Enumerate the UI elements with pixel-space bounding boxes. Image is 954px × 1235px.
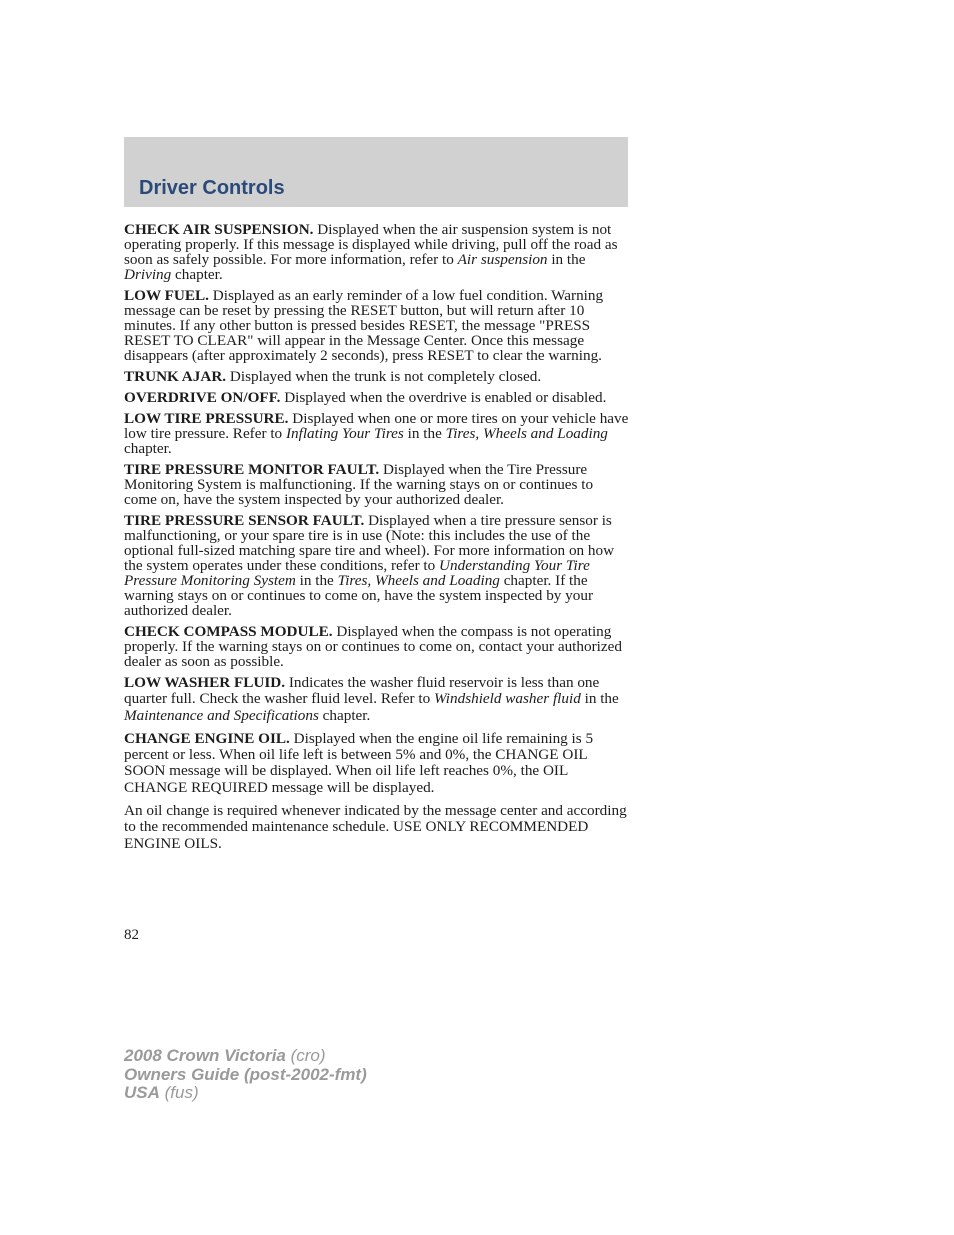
entry-text: in the bbox=[403, 425, 446, 442]
entry-trunk-ajar bbox=[124, 369, 629, 384]
entry-text: chapter. If the warning stays on or continues to come on, have the system inspected by your authorized dealer. bbox=[124, 572, 594, 619]
cross-reference: Understanding Your Tire Pressure Monitoring System bbox=[124, 557, 590, 589]
entry-text: Displayed when the Tire Pressure Monitoring System is malfunctioning. If the warning stays on or continues to come on, have the system inspected by your authorized dealer. bbox=[124, 461, 594, 508]
entry-low-washer-fluid bbox=[124, 675, 629, 724]
entry-change-engine-oil bbox=[124, 731, 629, 796]
entry-text: in the bbox=[580, 690, 619, 708]
entry-text: Displayed when the compass is not operating properly. If the warning stays on or continues to come on, contact your authorized dealer as soon as possible. bbox=[124, 623, 622, 670]
entry-check-compass bbox=[124, 624, 629, 669]
entry-text: Displayed when the air suspension system is not operating properly. If this message is displayed while driving, pull off the road as soon as safely possible. For more information, refer to bbox=[124, 221, 618, 268]
entry-text: Displayed when the engine oil life remaining is 5 percent or less. When oil life left is between 5% and 0%, the CHANGE OIL SOON message will be displayed. When oil life left reaches 0%, the OIL CHANGE REQUIRED message will be displayed. bbox=[124, 729, 594, 796]
entry-text: Displayed when one or more tires on your vehicle have low tire pressure. Refer to bbox=[124, 410, 629, 442]
body-text bbox=[124, 222, 629, 859]
cross-reference: Maintenance and Specifications bbox=[124, 706, 319, 724]
entry-heading: TIRE PRESSURE SENSOR FAULT. bbox=[124, 512, 365, 529]
entry-heading: CHECK COMPASS MODULE. bbox=[124, 623, 333, 640]
entry-heading: TIRE PRESSURE MONITOR FAULT. bbox=[124, 461, 380, 478]
page-number: 82 bbox=[124, 927, 139, 943]
entry-heading: TRUNK AJAR. bbox=[124, 368, 227, 385]
cross-reference: Air suspension bbox=[457, 251, 548, 268]
entry-text: chapter. bbox=[318, 706, 371, 724]
entry-heading: OVERDRIVE ON/OFF. bbox=[124, 389, 281, 406]
entry-heading: LOW WASHER FLUID. bbox=[124, 674, 286, 691]
entry-text: chapter. bbox=[171, 266, 223, 283]
entry-text: Indicates the washer fluid reservoir is less than one quarter full. Check the washer fluid level. Refer to bbox=[124, 674, 600, 708]
document-footer bbox=[124, 1047, 367, 1103]
entry-low-tire-pressure bbox=[124, 411, 629, 456]
cross-reference: Tires, Wheels and Loading bbox=[337, 572, 500, 589]
entry-text: Displayed when a tire pressure sensor is malfunctioning, or your spare tire is in use (Note: this includes the use of the optional full-sized matching spare tire and wheel). For more information on how the system operates under these conditions, refer to bbox=[124, 512, 615, 574]
entry-text: chapter. bbox=[124, 440, 172, 457]
entry-tp-sensor-fault bbox=[124, 513, 629, 618]
footer-line-market: USA (fus) bbox=[124, 1083, 199, 1102]
cross-reference: Windshield washer fluid bbox=[433, 690, 581, 708]
entry-low-fuel bbox=[124, 288, 629, 363]
entry-heading: CHECK AIR SUSPENSION. bbox=[124, 221, 314, 238]
entry-text: Displayed as an early reminder of a low fuel condition. Warning message can be reset by pressing the RESET button, but will return after 10 minutes. If any other button is pressed besides RESET, the message "PRESS RESET TO CLEAR" will appear in the Message Center. Once this message disappears (after approximately 2 seconds), press RESET to clear the warning. bbox=[124, 287, 604, 364]
entry-text: Displayed when the overdrive is enabled or disabled. bbox=[280, 389, 607, 406]
section-title: Driver Controls bbox=[139, 177, 285, 199]
entry-heading: CHANGE ENGINE OIL. bbox=[124, 729, 290, 747]
cross-reference: Tires, Wheels and Loading bbox=[445, 425, 608, 442]
entry-overdrive bbox=[124, 390, 629, 405]
entry-tpms-fault bbox=[124, 462, 629, 507]
entry-text: in the bbox=[295, 572, 338, 589]
footer-line-guide: Owners Guide (post-2002-fmt) bbox=[124, 1064, 367, 1084]
cross-reference: Driving bbox=[124, 266, 172, 283]
entry-heading: LOW TIRE PRESSURE. bbox=[124, 410, 289, 427]
entry-text: An oil change is required whenever indicated by the message center and according to the recommended maintenance schedule. USE ONLY RECOMMENDED ENGINE OILS. bbox=[124, 802, 627, 852]
entry-oil-change-note bbox=[124, 803, 629, 852]
entry-text: Displayed when the trunk is not completely closed. bbox=[226, 368, 542, 385]
entry-text: in the bbox=[547, 251, 586, 268]
cross-reference: Inflating Your Tires bbox=[285, 425, 404, 442]
entry-check-air-suspension bbox=[124, 222, 629, 282]
entry-heading: LOW FUEL. bbox=[124, 287, 209, 304]
footer-line-model: 2008 Crown Victoria (cro) bbox=[124, 1046, 326, 1065]
